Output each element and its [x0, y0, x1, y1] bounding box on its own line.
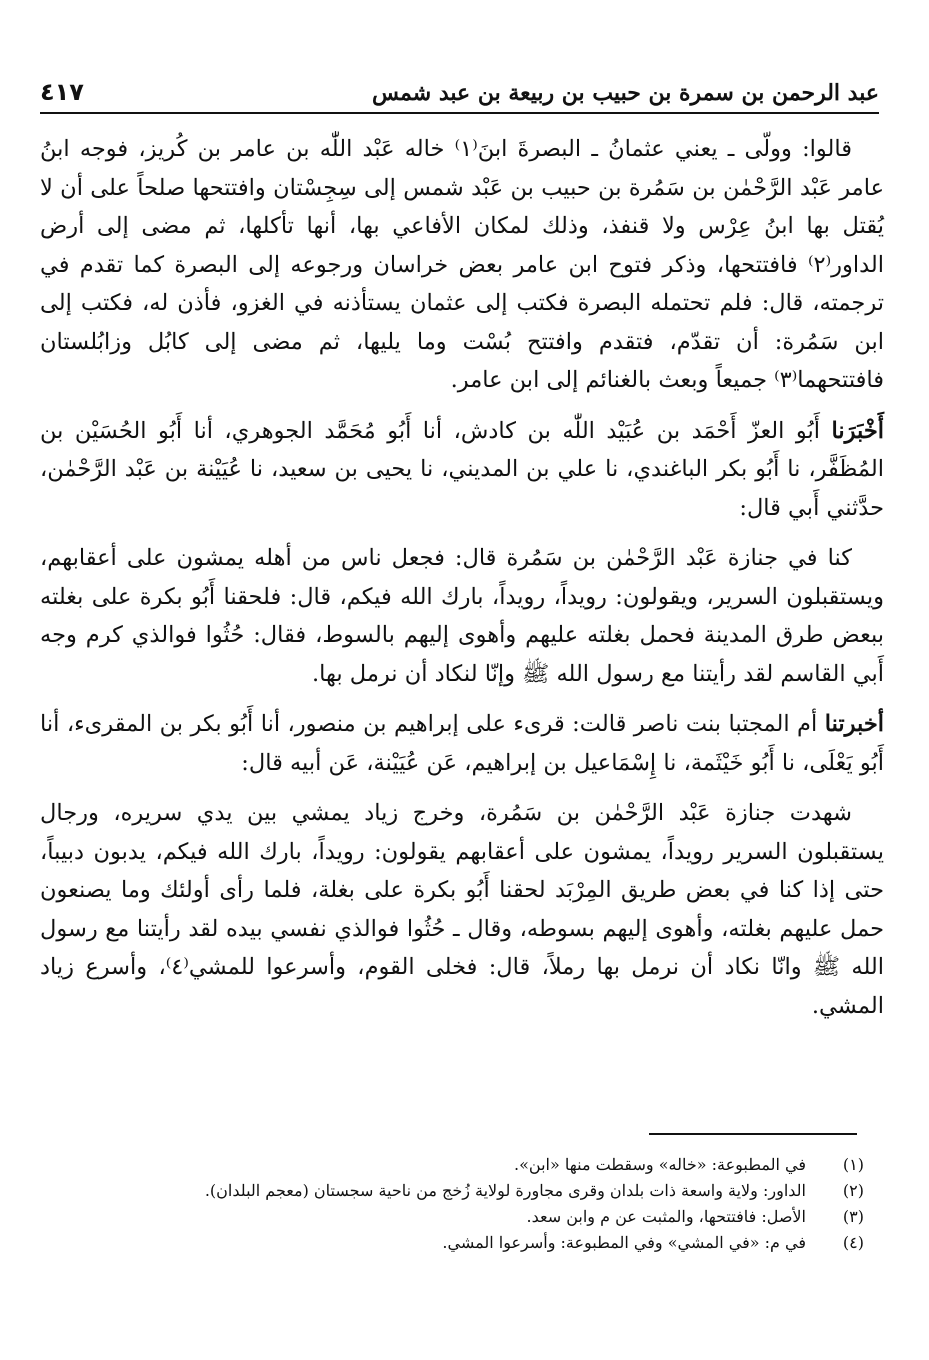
- paragraph: [40, 412, 884, 528]
- paragraph-text: شهدت جنازة عَبْد الرَّحْمٰن بن سَمُرة، وخرج زياد يمشي بين يدي سريره، ورجال يستقبلون السرير رويداً، يمشون على أعقابهم يقولون: رويداً، بارك الله فيكم، يدبون دبيباً، حتى إذا كنا في بعض طريق المِرْبَد لحقنا أَبُو بكرة على بغلة، فلما رأى أولئك وما يصنعون حمل عليهم بغلته، وأهوى إليهم بسوطه، وقال ـ حُثُوا فوالذي نفسي بيده لقد رأيتنا مع رسول الله ﷺ وانّا نكاد أن نرمل بها رملاً، قال: فخلى القوم، وأسرعوا للمشي⁽٤⁾، وأسرع زياد المشي.: [40, 800, 885, 1019]
- paragraph: [40, 539, 884, 693]
- footnote: [40, 1152, 864, 1178]
- footnote-text: في المطبوعة: «خاله» وسقطت منها «ابن».: [514, 1155, 806, 1174]
- footnote-text: الداور: ولاية واسعة ذات بلدان وقرى مجاورة لولاية زُخج من ناحية سجستان (معجم البلدان).: [204, 1181, 806, 1200]
- running-title: عبد الرحمن بن سمرة بن حبيب بن ربيعة بن عبد شمس: [371, 80, 879, 106]
- paragraph: [40, 130, 884, 400]
- paragraph: [40, 794, 884, 1025]
- footnote-number: (٤): [842, 1233, 864, 1252]
- footnote-text: في م: «في المشي» وفي المطبوعة: وأسرعوا المشي.: [442, 1233, 806, 1252]
- footnote: [40, 1178, 864, 1204]
- footnote-separator: [649, 1133, 857, 1135]
- footnotes: [40, 1152, 864, 1256]
- footnote-number: (٢): [842, 1181, 864, 1200]
- page-number: ٤١٧: [40, 78, 84, 106]
- paragraph-text: أَبُو العزّ أَحْمَد بن عُبَيْد اللّٰه بن كادش، أنا أَبُو مُحَمَّد الجوهري، أنا أَبُو الحُسَيْن بن المُظَفَّر، نا أَبُو بكر الباغندي، نا علي بن المديني، نا يحيى بن سعيد، نا عُيَيْنة بن عَبْد الرَّحْمٰن، حدَّثني أَبي قال:: [40, 417, 884, 521]
- paragraph-text: قالوا: وولّى ـ يعني عثمانُ ـ البصرةَ ابنَ⁽١⁾ خاله عَبْد اللّٰه بن عامر بن كُريز، فوجه ابنُ عامر عَبْد الرَّحْمٰن بن سَمُرة بن حبيب بن عَبْد شمس إلى سِجِسْتان وافتتحها صلحاً على أن لا يُقتل بها ابنُ عِرْس ولا قنفذ، وذلك لمكان الأفاعي بها، أنها تأكلها، ثم مضى إلى أرض الداور⁽٢⁾ فافتتحها، وذكر فتوح ابن عامر بعض خراسان ورجوعه إلى البصرة كما تقدم في ترجمته، قال: فلم تحتمله البصرة فكتب إلى عثمان يستأذنه في الغزو، فأذن له، فكتب إلى ابن سَمُرة: أن تقدّم، فتقدم وافتتح بُسْت وما يليها، ثم مضى إلى كابُل وزابُلستان فافتتحهما⁽٣⁾ جميعاً وبعث بالغنائم إلى ابن عامر.: [40, 136, 884, 393]
- page-header: [40, 58, 879, 114]
- footnote: [40, 1230, 864, 1256]
- footnote-text: الأصل: فافتتحها، والمثبت عن م وابن سعد.: [526, 1207, 806, 1226]
- paragraph-text: كنا في جنازة عَبْد الرَّحْمٰن بن سَمُرة قال: فجعل ناس من أهله يمشون على أعقابهم، ويستقبلون السرير، ويقولون: رويداً، رويداً، بارك الله فيكم، قال: فلحقنا أَبُو بكرة على بغلته ببعض طرق المدينة فحمل بغلته عليهم وأهوى إليهم بالسوط، فقال: حُثُوا فوالذي كرم وجه أَبي القاسم لقد رأيتنا مع رسول الله ﷺ وإنّا لنكاد أن نرمل بها.: [40, 545, 884, 687]
- footnote-number: (١): [842, 1155, 864, 1174]
- footnote-number: (٣): [842, 1207, 864, 1226]
- paragraph-lead: أَخْبَرَنا: [831, 417, 884, 444]
- paragraph-lead: أخبرتنا: [824, 711, 884, 737]
- footnote: [40, 1204, 864, 1230]
- main-text: [40, 130, 884, 1037]
- paragraph-text: أم المجتبا بنت ناصر قالت: قرىء على إبراهيم بن منصور، أنا أَبُو بكر بن المقرىء، أنا أَبُو يَعْلَى، نا أَبُو خَيْثَمة، نا إِسْمَاعيل بن إبراهيم، عَن عُيَيْنة، عَن أبيه قال:: [40, 711, 884, 776]
- paragraph: [40, 705, 884, 782]
